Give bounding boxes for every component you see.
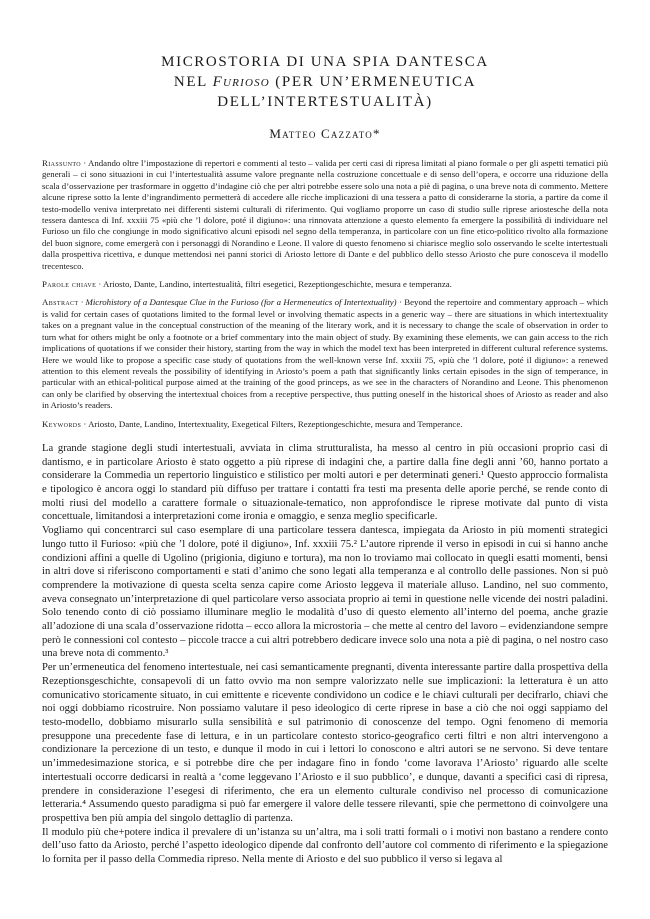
abstract-block — [42, 297, 608, 411]
body-paragraph-1: La grande stagione degli studi intertestuali, avviata in clima strutturalista, ha messo al centro in più occasioni proprio casi di dantismo, e in particolare Ariosto è stato oggetto a più riprese di indagini che, a partire dalla fine degli anni ’60, hanno portato a considerare la Commedia un repertorio linguistico e stilistico per molti autori e per determinati generi.¹ Questo approccio formalista e tipologico è ancora oggi lo standard più diffuso per trattare i contatti fra testi ma presenta delle aporie perché, se rende conto di molti riusi del modello a carattere formale o situazionale-tematico, non approfondisce le riprese motivate dal punto di vista concettuale, limitandosi a interpretazioni come ironia e omaggio, e senza meglio specificarle. — [42, 442, 608, 523]
title-line-2: NEL Furioso (PER UN’ERMENEUTICA — [173, 74, 477, 90]
author-name: Matteo Cazzato — [269, 126, 373, 141]
author-line — [42, 126, 608, 142]
parole-chiave-block — [42, 279, 608, 290]
article-body — [42, 442, 608, 867]
keywords-block — [42, 419, 608, 430]
author-footnote-mark: * — [372, 126, 381, 141]
parole-chiave-text: · Ariosto, Dante, Landino, intertestualità, filtri esegetici, Rezeptiongeschichte, mesura e temperanza. — [96, 279, 452, 290]
keywords-label: Keywords — [42, 418, 82, 429]
title-line-1: MICROSTORIA DI UNA SPIA DANTESCA — [161, 54, 489, 70]
abstract-title: · Microhistory of a Dantesque Clue in the Furioso (for a Hermeneutics of Intertextuality) — [78, 297, 397, 308]
abstract-label: Abstract — [42, 297, 79, 308]
title-line-3: DELL’INTERTESTUALITÀ) — [217, 94, 433, 110]
article-title — [42, 52, 608, 112]
keywords-text: · Ariosto, Dante, Landino, Intertextuality, Exegetical Filters, Rezeptiongeschichte, mesura and Temperance. — [81, 418, 463, 429]
body-paragraph-4: Il modulo più che+potere indica il prevalere di un’istanza su un’altra, ma i soli tratti formali o i motivi non bastano a rendere conto dell’uso fatto da Ariosto, perché l’aspetto ideologico dipende dal confronto dell’autore col commento di riferimento e la spiegazione lo fornita per il passo della Commedia ripreso. Nella mente di Ariosto e del suo pubblico il verso si legava al — [42, 826, 608, 866]
body-paragraph-3: Per un’ermeneutica del fenomeno intertestuale, nei casi semanticamente pregnanti, diventa interessante partire dalla prospettiva della Rezeptionsgeschichte, consapevoli di un fatto ovvio ma non sempre valorizzato nelle sue implicazioni: la letteratura è un atto comunicativo storicamente situato, in cui emittente e ricevente condividono un codice e le chiavi culturali per decifrarlo, chiavi che noi oggi dobbiamo ricostruire. Non possiamo valutare il peso ideologico di certe riprese in base a ciò che noi oggi sappiamo del testo-modello, dobbiamo misurarlo sulla sensibilità e sul patrimonio di conoscenze del tempo. Ogni fenomeno di memoria presuppone una precedente fase di lettura, e in un particolare contesto storico-geografico certi filtri e non altri intervengono a condizionare la percezione di un testo, e dunque il modo in cui i lettori lo conoscono e altri autori se ne servono. Si deve tentare un’immedesimazione storica, e si potrebbe dire che per indagare fino in fondo ‘come lavorava l’Ariosto’ riguardo alle scelte intertestuali occorre dedicarsi in realtà a ‘come leggevano l’Ariosto e il suo pubblico’, e dunque, davanti a specifici casi di ripresa, prendere in considerazione l’esegesi di riferimento, che era un elemento culturale condiviso nel processo di comunicazione letteraria.⁴ Assumendo questo paradigma si può far emergere il valore delle tessere rilevanti, spie che permettono di coinvolgere una prospettiva ben più ampia del singolo dettaglio di partenza. — [42, 662, 608, 824]
abstract-text: · Beyond the repertoire and commentary approach – which is valid for certain cases of quotations limited to the formal level or involving thematic aspects in a generic way – there are situations in which intertextuality takes on a pregnant value in the conceptual construction of the meaning of the literary work, and it is necessary to change the scale of observation in order to turn what for others might be only a footnote or a brief commentary into the main object of study. By examining these elements, we can gain access to the rich implications of quotations if we consider their history, starting from the way in which the model text has been interpreted in different cultural reference systems. Here we would like to propose a specific case study of quotations from the well-known verse Inf. xxxiii 75, «più che ’l dolore, poté il digiuno»: a renewed attention to this element reveals the possibility of identifying in Ariosto’s poem a path that significantly links certain episodes in the sign of temperance, in particular with an ethical-political purpose aimed at the training of the good princeps, as we see in the characters of Norandino and Leone. This phenomenon can only be clarified by observing the intertextual choices from a receptive perspective, thus putting oneself in the historical shoes of Ariosto as reader and also in Ariosto’s readers. — [42, 297, 608, 411]
riassunto-text: · Andando oltre l’impostazione di repertori e commenti al testo – valida per certi casi di ripresa limitati al piano formale o per gli aspetti tematici più generali – ci sono situazioni in cui l’intertestualità assume valore pregnante nella costruzione concettuale e di senso dell’opera, e occorre una riduzione della scala d’osservazione per trasformare in oggetto d’indagine ciò che per altri potrebbe essere solo una nota a piè di pagina, o una breve nota di commento. Mettere alcune riprese sotto la lente d’ingrandimento permetterà di accedere alle ricche implicazioni di una tessera a patto di considerarne la storia, a partire da come il testo-modello veniva interpretato nei differenti sistemi culturali di riferimento. Qui vogliamo proporre un caso di studio sulle riprese ariostesche della nota tessera dantesca di Inf. xxxiii 75 «più che ’l dolore, poté il digiuno»: una rinnovata attenzione a questo elemento fa emergere la possibilità di individuare nel Furioso un filo che congiunge in modo significativo alcuni episodi nel segno della temperanza, in particolare con un fine etico-politico rivolto alla formazione del buon signore, come emergerà con i personaggi di Norandino e Leone. Il valore di questo fenomeno si chiarisce meglio solo osservando le scelte intertestuali dalla prospettiva ricettiva, e dunque mettendosi nei panni storici di Ariosto lettore di Dante e del pubblico dello stesso Ariosto che pure conosceva il modello trecentesco. — [42, 158, 608, 271]
riassunto-label: Riassunto — [42, 158, 82, 168]
body-paragraph-2: Vogliamo qui concentrarci sul caso esemplare di una particolare tessera dantesca, impiegata da Ariosto in più momenti strategici lungo tutto il Furioso: «più che ’l dolore, poté il digiuno», Inf. xxxiii 75.² L’autore riprende il verso in episodi in cui si hanno anche condizioni affini a quelle di Ugolino (prigionia, digiuno e tortura), ma non lo troviamo mai collocato in quegli esatti momenti, bensì in altri dove si riferiscono comportamenti e stati d’animo che sono legati alla temperanza e al controllo delle passiones. Non si può comprendere la motivazione di questa scelta senza capire come Ariosto leggeva il materiale alluso. Landino, nel suo commento, aveva consegnato un’interpretazione di quel particolare verso associata proprio ai temi in questione nelle vicende dei nostri paladini. Solo tenendo conto di ciò possiamo illuminare meglio le modalità d’uso di questo elemento all’interno del poema, anche grazie all’adozione di una scala d’osservazione ridotta – ecco allora la microstoria – che mette al centro del lavoro – evidenziandone sempre però le connessioni col contesto – piccole tracce a cui altri potrebbero dedicare invece solo una nota a piè di pagina, o nel nostro caso una breve nota di commento.³ — [42, 525, 608, 660]
parole-chiave-label: Parole chiave — [42, 279, 97, 290]
riassunto-block — [42, 158, 608, 272]
